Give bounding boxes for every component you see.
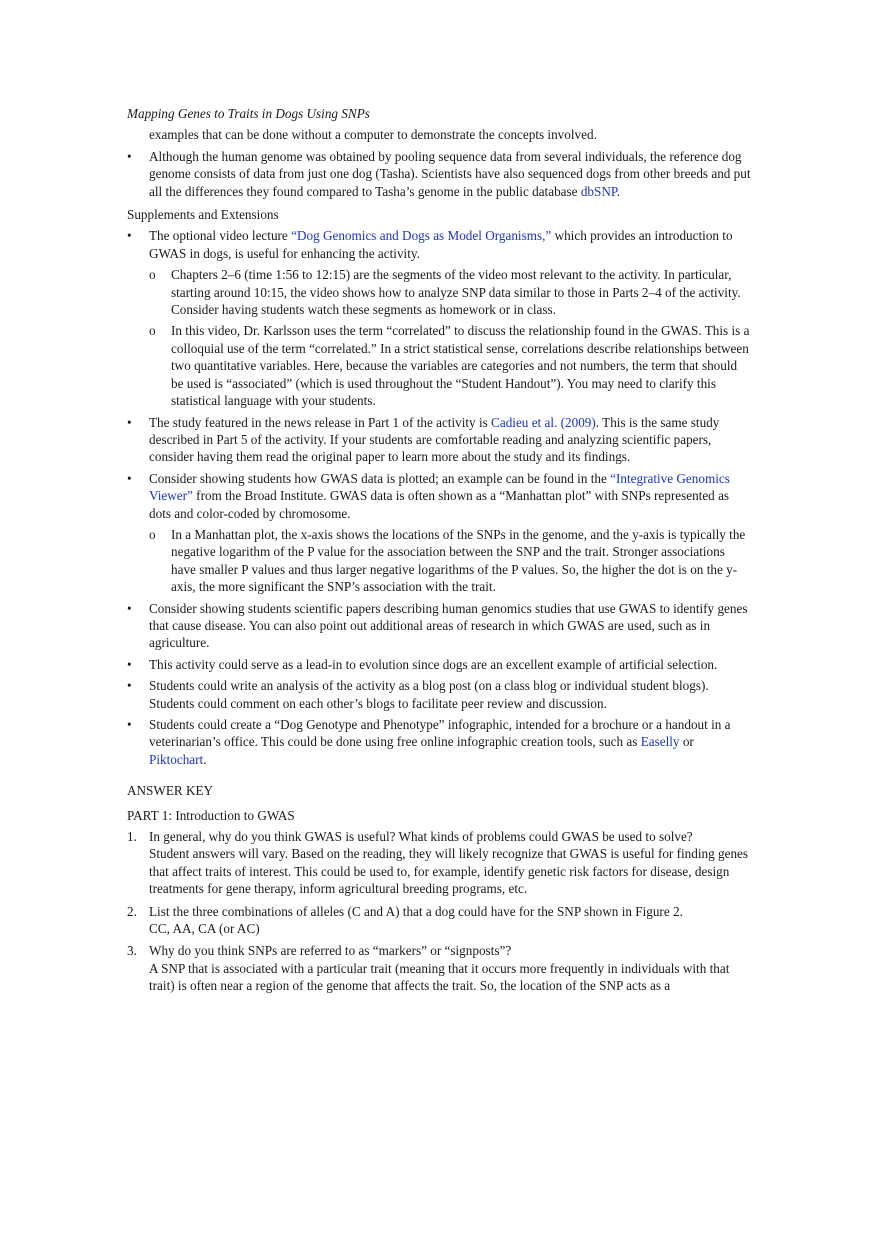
running-header: Mapping Genes to Traits in Dogs Using SNPs bbox=[127, 106, 370, 121]
sub-list-item: o In this video, Dr. Karlsson uses the term “correlated” to discuss the relationship found in the GWAS. This is a colloquial use of the term “correlated.” In a strict statistical sense, correlations describe relationships between two quantitative variables. Here, because the variables are categories and not numbers, the term that should be used is “associated” (which is used throughout the “Student Handout”). You may need to clarify this statistical language with your students. bbox=[149, 323, 750, 409]
easelly-link[interactable]: Easelly bbox=[640, 734, 680, 750]
dbsnp-link[interactable]: dbSNP bbox=[580, 183, 617, 199]
continued-paragraph: examples that can be done without a computer to demonstrate the concepts involved. bbox=[149, 127, 597, 143]
answer-text: A SNP that is associated with a particular trait (meaning that it occurs more frequently in individuals with that trait) is often near a region of the genome that affects the trait. So, the location of the SNP acts as a bbox=[149, 960, 730, 994]
video-lecture-link[interactable]: “Dog Genomics and Dogs as Model Organisms,” bbox=[291, 228, 552, 244]
sub-bullet-marker: o bbox=[149, 526, 156, 542]
page-content bbox=[127, 105, 752, 1000]
list-item: • Students could create a “Dog Genotype and Phenotype” infographic, intended for a brochure or a handout in a veterinarian’s office. This could be done using free online infographic creation tools, such as Easelly or Piktochart. bbox=[127, 717, 731, 767]
question-number: 2. bbox=[127, 903, 137, 919]
bullet-marker: • bbox=[127, 148, 132, 164]
bullet-marker: • bbox=[127, 228, 132, 244]
list-item: • Consider showing students how GWAS data is plotted; an example can be found in the “Integrative Genomics Viewer” from the Broad Institute. GWAS data is often shown as a “Manhattan plot” with SNPs represented as dots and color-coded by chromosome. bbox=[127, 470, 730, 521]
question-text: Why do you think SNPs are referred to as “markers” or “signposts”? bbox=[149, 943, 512, 959]
part-heading: PART 1: Introduction to GWAS bbox=[127, 807, 295, 823]
question-item bbox=[127, 942, 752, 994]
list-item: • The optional video lecture “Dog Genomics and Dogs as Model Organisms,” which provides an introduction to GWAS in dogs, is useful for enhancing the activity. bbox=[127, 228, 733, 261]
question-number: 3. bbox=[127, 943, 137, 959]
bullet-marker: • bbox=[127, 600, 132, 616]
bullet-marker: • bbox=[127, 414, 132, 430]
question-item bbox=[127, 903, 752, 938]
bullet-marker: • bbox=[127, 678, 132, 694]
sub-bullet-marker: o bbox=[149, 267, 156, 283]
answer-text: CC, AA, CA (or AC) bbox=[149, 921, 260, 937]
list-item: • Consider showing students scientific papers describing human genomics studies that use GWAS to identify genes that cause disease. You can also point out additional areas of research in which GWAS are used, such as in agriculture. bbox=[127, 600, 748, 651]
genomics-viewer-link[interactable]: “Integrative Genomics Viewer” bbox=[149, 470, 730, 504]
sub-list-item: o Chapters 2–6 (time 1:56 to 12:15) are the segments of the video most relevant to the activity. In particular, starting around 10:15, the video shows how to analyze SNP data similar to those in Parts 2–4 of the activity. Consider having students watch these segments as homework or in class. bbox=[149, 267, 741, 318]
sub-bullet-marker: o bbox=[149, 323, 156, 339]
bullet-marker: • bbox=[127, 717, 132, 732]
list-item: • The study featured in the news release in Part 1 of the activity is Cadieu et al. (2009). This is the same study described in Part 5 of the activity. If your students are comfortable reading and analyzing scientific papers, consider having them read the original paper to learn more about the study and its findings. bbox=[127, 414, 720, 465]
question-number: 1. bbox=[127, 829, 137, 845]
list-item: • Although the human genome was obtained by pooling sequence data from several individuals, the reference dog genome consists of data from just one dog (Tasha). Scientists have also sequenced dogs from other breeds and put all the differences they found compared to Tasha’s genome in the public database dbSNP. bbox=[127, 148, 751, 199]
answer-text: Student answers will vary. Based on the reading, they will likely recognize that GWAS is useful for finding genes that affect traits of interest. This could be used to, for example, identify genetic risk factors for disease, design treatments for gene therapy, inform agricultural breeding programs, etc. bbox=[149, 846, 749, 897]
cadieu-paper-link[interactable]: Cadieu et al. (2009) bbox=[491, 414, 596, 430]
sub-list-item: o In a Manhattan plot, the x-axis shows the locations of the SNPs in the genome, and the y-axis is typically the negative logarithm of the P value for the association between the SNP and the trait. Stronger associations have smaller P values and thus larger negative logarithms of the P values. So, the higher the dot is on the y-axis, the more significant the SNP’s association with the trait. bbox=[149, 526, 746, 595]
bullet-marker: • bbox=[127, 470, 132, 486]
piktochart-link[interactable]: Piktochart bbox=[149, 751, 204, 767]
bullet-marker: • bbox=[127, 656, 132, 672]
list-item: • Students could write an analysis of the activity as a blog post (on a class blog or individual student blogs). Students could comment on each other’s blogs to facilitate peer review and discussion. bbox=[127, 678, 709, 711]
question-text: In general, why do you think GWAS is useful? What kinds of problems could GWAS be used to solve? bbox=[149, 829, 693, 845]
answer-key-heading: ANSWER KEY bbox=[127, 783, 214, 799]
list-item: • This activity could serve as a lead-in to evolution since dogs are an excellent example of artificial selection. bbox=[127, 656, 718, 672]
section-heading: Supplements and Extensions bbox=[127, 207, 279, 223]
question-text: List the three combinations of alleles (C and A) that a dog could have for the SNP shown in Figure 2. bbox=[149, 903, 683, 919]
question-item bbox=[127, 828, 752, 898]
